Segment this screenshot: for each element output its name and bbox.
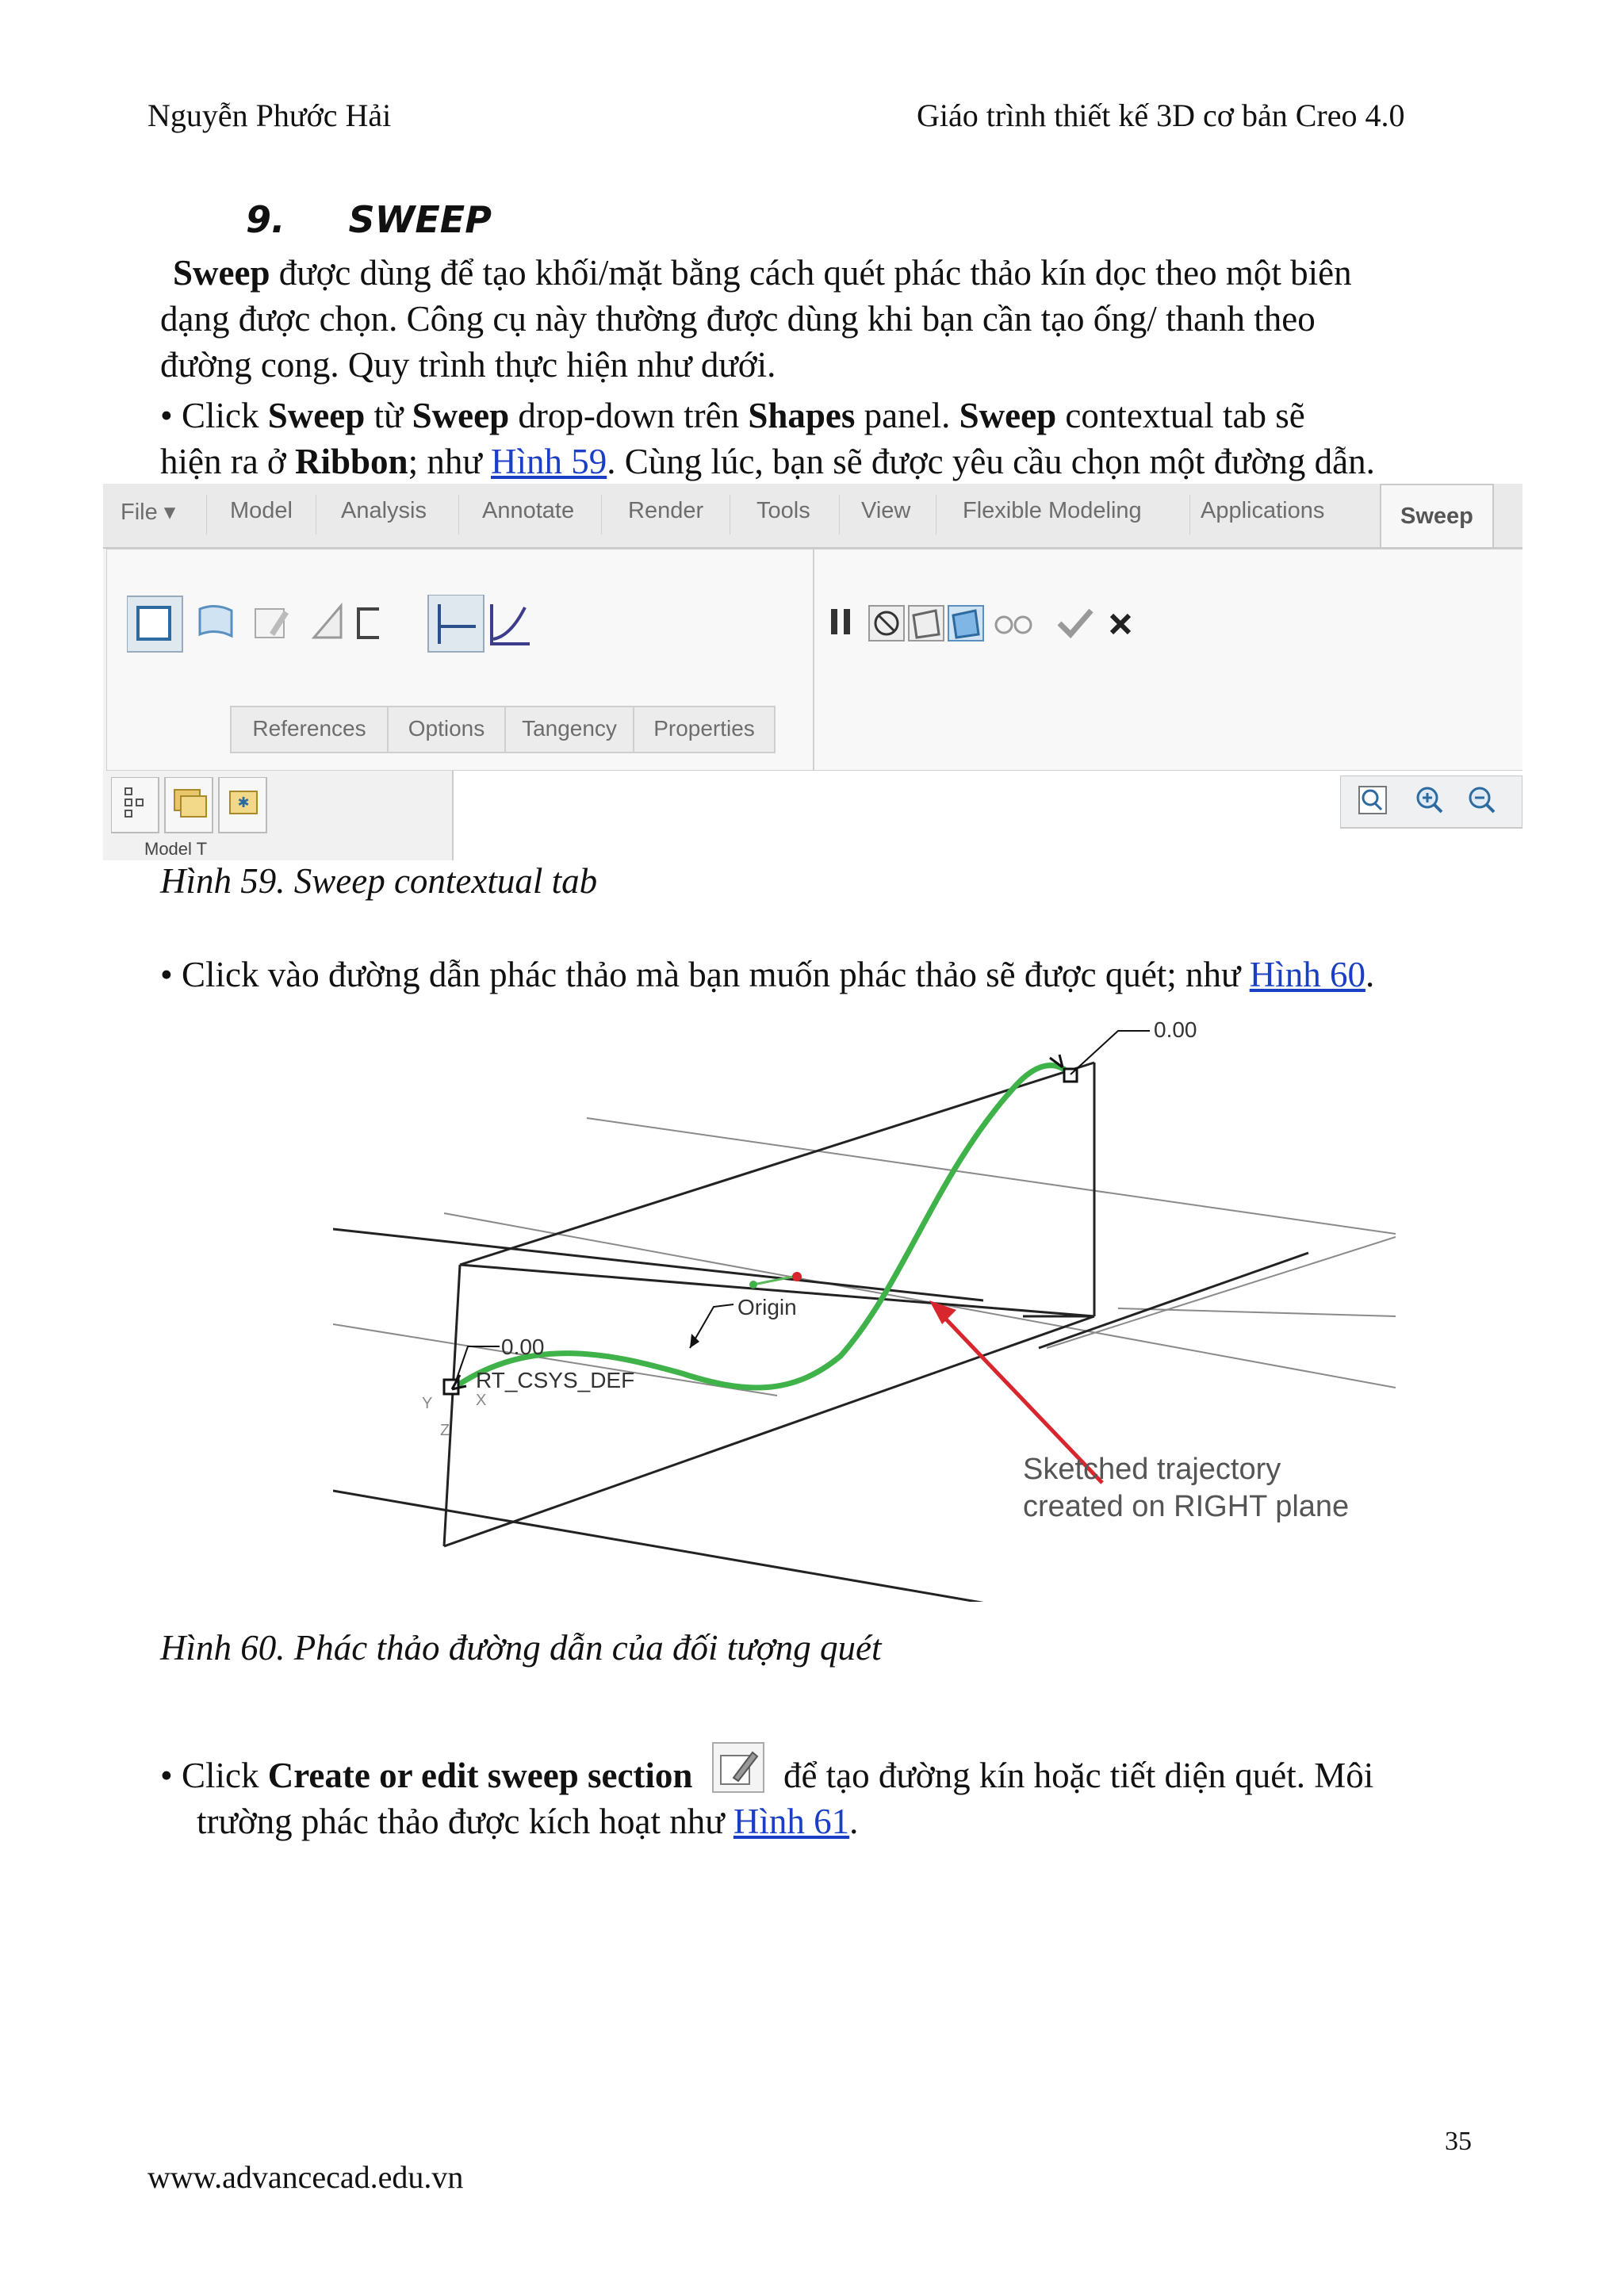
tab-model[interactable]: Model	[230, 498, 293, 523]
text-span: từ	[365, 396, 412, 435]
tab-file[interactable]: File ▾	[121, 500, 176, 525]
text-span: .	[849, 1802, 859, 1841]
dimension-left[interactable]: 0.00	[501, 1335, 545, 1359]
csys-label: RT_CSYS_DEF	[476, 1368, 635, 1392]
intro-line2: dạng được chọn. Công cụ này thường được dùng khi bạn cần tạo ống/ thanh theo	[160, 299, 1316, 339]
header-book-title: Giáo trình thiết kế 3D cơ bản Creo 4.0	[917, 98, 1405, 133]
ribbon-screenshot	[103, 484, 1522, 860]
subtab-options[interactable]: Options	[387, 706, 506, 753]
figure-60-caption: Hình 60. Phác thảo đường dẫn của đối tượng quét	[160, 1628, 882, 1668]
tab-analysis[interactable]: Analysis	[341, 498, 427, 523]
subtab-references[interactable]: References	[230, 706, 389, 753]
note-line-2: created on RIGHT plane	[1023, 1490, 1350, 1523]
figure-59-caption: Hình 59. Sweep contextual tab	[160, 861, 598, 901]
section-title: SWEEP	[348, 198, 492, 241]
text-span: panel.	[855, 396, 959, 435]
sketch-section-icon[interactable]	[255, 609, 289, 638]
dim-leader-top	[1071, 1031, 1150, 1074]
axis-y-label: Y	[422, 1395, 433, 1412]
variable-section-icon[interactable]	[492, 604, 530, 644]
subtab-properties[interactable]: Properties	[633, 706, 776, 753]
ribbon-term: Ribbon	[294, 442, 408, 481]
intro-line1: được dùng để tạo khối/mặt bằng cách quét phác thảo kín dọc theo một biên	[270, 253, 1352, 293]
intro-paragraph	[160, 250, 1508, 388]
origin-label: Origin	[737, 1295, 797, 1319]
bullet-marker: • Click	[160, 396, 268, 435]
ribbon-tab-bar	[103, 484, 1522, 549]
origin-point-green	[749, 1281, 757, 1289]
pause-icon[interactable]	[831, 609, 850, 634]
text-span: để tạo đường kín hoặc tiết diện quét. Môi	[774, 1756, 1374, 1795]
tab-view[interactable]: View	[861, 498, 911, 523]
svg-text:✱: ✱	[237, 795, 250, 811]
term-sweep: Sweep	[173, 253, 270, 293]
subtab-tangency[interactable]: Tangency	[504, 706, 634, 753]
create-section-term: Create or edit sweep section	[267, 1756, 693, 1795]
solid-icon[interactable]	[127, 596, 182, 652]
constant-section-icon[interactable]	[428, 595, 484, 652]
refit-icon[interactable]	[1359, 787, 1386, 814]
datum-plane-top	[333, 1118, 1396, 1396]
origin-point-red	[792, 1272, 802, 1281]
text-span: trường phác thảo được kích hoạt như	[197, 1802, 733, 1841]
bullet-create-section	[160, 1741, 1556, 1844]
favorites-icon[interactable]	[219, 777, 266, 833]
tab-applications[interactable]: Applications	[1201, 498, 1325, 523]
text-span: .	[1365, 955, 1375, 994]
text-span: hiện ra ở	[160, 442, 295, 481]
sweep-term: Sweep	[267, 396, 366, 435]
note-line-1: Sketched trajectory	[1023, 1453, 1281, 1486]
model-tree-label: Model T	[144, 839, 208, 859]
link-hinh-61[interactable]: Hình 61	[733, 1802, 850, 1841]
view-toolbar	[1340, 776, 1522, 831]
model-tree-tabs	[111, 777, 317, 848]
sweep-option-icons	[127, 595, 603, 658]
tab-flexible-modeling[interactable]: Flexible Modeling	[963, 498, 1142, 523]
section-heading	[246, 198, 492, 241]
text-span: drop-down trên	[509, 396, 749, 435]
tab-annotate[interactable]: Annotate	[482, 498, 575, 523]
remove-material-icon[interactable]	[314, 606, 341, 638]
tab-tools[interactable]: Tools	[756, 498, 810, 523]
sketched-trajectory[interactable]	[452, 1066, 1071, 1389]
page-number: 35	[1445, 2127, 1472, 2156]
verify-icon[interactable]	[948, 606, 983, 641]
thicken-icon[interactable]	[358, 609, 379, 638]
no-preview-icon[interactable]	[869, 606, 904, 641]
origin-leader-arrow-icon	[690, 1334, 699, 1348]
create-edit-section-icon[interactable]	[711, 1741, 765, 1794]
text-span: contextual tab sẽ	[1056, 396, 1305, 435]
folder-browser-icon[interactable]	[165, 777, 213, 833]
preview-icon[interactable]	[909, 606, 944, 641]
text-span: • Click vào đường dẫn phác thảo mà bạn muốn phác thảo sẽ được quét; như	[160, 955, 1250, 994]
link-hinh-60[interactable]: Hình 60	[1249, 955, 1365, 994]
sweep-term: Sweep	[412, 396, 510, 435]
dimension-top[interactable]: 0.00	[1154, 1017, 1197, 1042]
tab-render[interactable]: Render	[628, 498, 704, 523]
surface-icon[interactable]	[200, 606, 232, 636]
glasses-icon[interactable]	[996, 617, 1031, 633]
bullet-select-trajectory	[160, 952, 1374, 998]
ok-checkmark-icon[interactable]	[1059, 611, 1091, 634]
cancel-x-icon[interactable]	[1112, 615, 1129, 633]
tab-sweep-active[interactable]: Sweep	[1380, 484, 1494, 547]
shapes-term: Shapes	[748, 396, 856, 435]
ribbon-group-controls	[814, 549, 1522, 771]
section-number: 9.	[246, 198, 285, 241]
intro-line3: đường cong. Quy trình thực hiện như dưới.	[160, 345, 776, 385]
bullet-sweep-steps	[160, 393, 1556, 484]
axis-z-label: Z	[440, 1422, 450, 1439]
footer-website[interactable]: www.advancecad.edu.vn	[147, 2159, 464, 2195]
model-tree-icon[interactable]	[111, 777, 159, 833]
trajectory-sketch-figure	[333, 1015, 1396, 1602]
header-author: Nguyễn Phước Hải	[147, 98, 392, 133]
bullet-marker: • Click	[160, 1756, 268, 1795]
sweep-control-icons	[822, 601, 1155, 657]
link-hinh-59[interactable]: Hình 59	[490, 442, 607, 481]
text-span: ; như	[408, 442, 491, 481]
axis-x-label: X	[476, 1392, 487, 1409]
sweep-term: Sweep	[959, 396, 1057, 435]
text-span: . Cùng lúc, bạn sẽ được yêu cầu chọn một đường dẫn.	[607, 442, 1375, 481]
